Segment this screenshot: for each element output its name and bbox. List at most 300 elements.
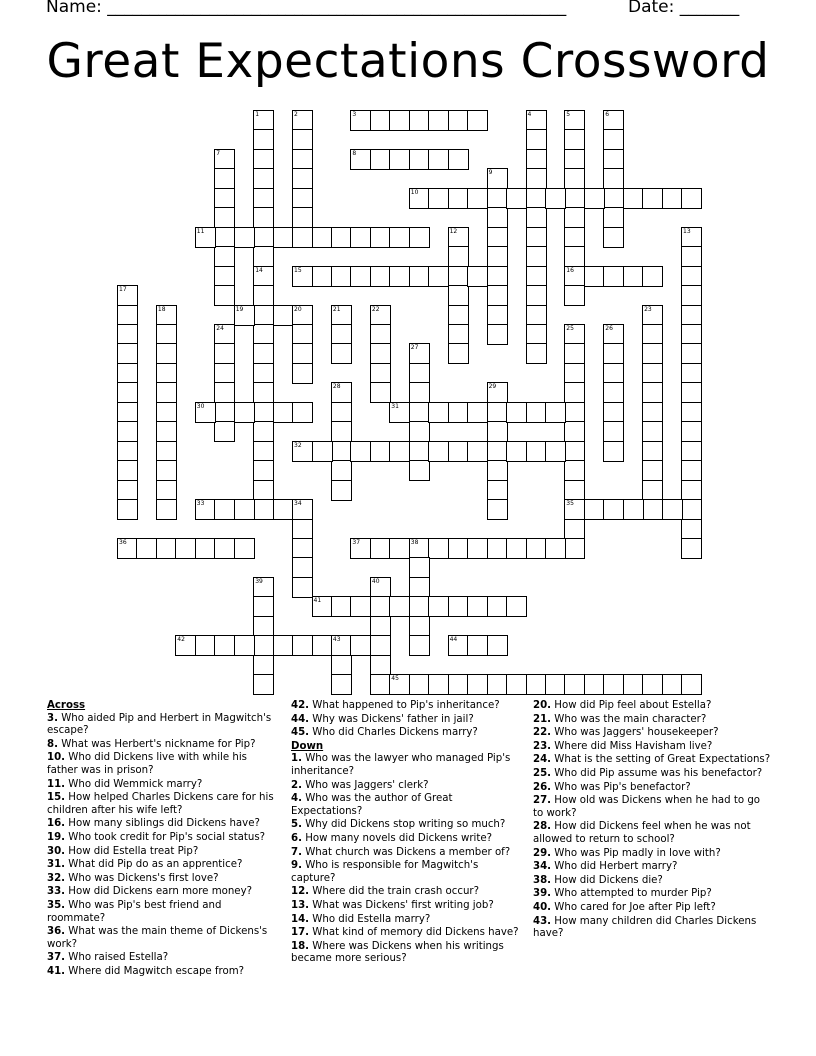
grid-cell[interactable]: [253, 616, 274, 637]
grid-cell[interactable]: [467, 441, 488, 462]
grid-cell[interactable]: [642, 363, 663, 384]
grid-cell[interactable]: [603, 421, 624, 442]
grid-cell[interactable]: [448, 402, 469, 423]
grid-cell[interactable]: [545, 402, 566, 423]
grid-cell[interactable]: [603, 382, 624, 403]
grid-cell[interactable]: [448, 110, 469, 131]
grid-cell[interactable]: [370, 363, 391, 384]
grid-cell[interactable]: [526, 246, 547, 267]
grid-cell[interactable]: [409, 227, 430, 248]
grid-cell[interactable]: [642, 674, 663, 695]
grid-cell[interactable]: [214, 421, 235, 442]
grid-cell[interactable]: [156, 480, 177, 501]
grid-cell[interactable]: [487, 538, 508, 559]
grid-cell[interactable]: [370, 674, 391, 695]
grid-cell[interactable]: [389, 227, 410, 248]
grid-cell[interactable]: [370, 149, 391, 170]
grid-cell[interactable]: [312, 266, 333, 287]
grid-cell[interactable]: [564, 168, 585, 189]
grid-cell[interactable]: [253, 227, 274, 248]
grid-cell[interactable]: [506, 596, 527, 617]
grid-cell[interactable]: [487, 188, 508, 209]
grid-cell[interactable]: [623, 266, 644, 287]
date-field[interactable]: Date: _______: [628, 0, 740, 17]
grid-cell[interactable]: [564, 382, 585, 403]
grid-cell[interactable]: [292, 635, 313, 656]
grid-cell[interactable]: [331, 596, 352, 617]
grid-cell[interactable]: [234, 227, 255, 248]
grid-cell[interactable]: [292, 538, 313, 559]
grid-cell[interactable]: [312, 635, 333, 656]
grid-cell[interactable]: [623, 499, 644, 520]
grid-cell[interactable]: [389, 266, 410, 287]
grid-cell[interactable]: [370, 324, 391, 345]
grid-cell[interactable]: [428, 538, 449, 559]
grid-cell[interactable]: [331, 674, 352, 695]
grid-cell[interactable]: [409, 596, 430, 617]
grid-cell[interactable]: [623, 674, 644, 695]
grid-cell[interactable]: [487, 499, 508, 520]
grid-cell[interactable]: [564, 421, 585, 442]
grid-cell[interactable]: [214, 207, 235, 228]
grid-cell[interactable]: [564, 129, 585, 150]
grid-cell[interactable]: [526, 188, 547, 209]
grid-cell[interactable]: [253, 285, 274, 306]
grid-cell[interactable]: [331, 402, 352, 423]
grid-cell[interactable]: [448, 674, 469, 695]
grid-cell[interactable]: [292, 207, 313, 228]
grid-cell[interactable]: [487, 596, 508, 617]
grid-cell[interactable]: [292, 168, 313, 189]
grid-cell[interactable]: [564, 343, 585, 364]
grid-cell[interactable]: [526, 266, 547, 287]
grid-cell[interactable]: [428, 441, 449, 462]
grid-cell[interactable]: [409, 382, 430, 403]
grid-cell[interactable]: [603, 363, 624, 384]
grid-cell[interactable]: [389, 596, 410, 617]
grid-cell[interactable]: [564, 363, 585, 384]
grid-cell[interactable]: [448, 596, 469, 617]
grid-cell[interactable]: [312, 227, 333, 248]
grid-cell[interactable]: [487, 266, 508, 287]
grid-cell[interactable]: [564, 674, 585, 695]
grid-cell[interactable]: [467, 635, 488, 656]
grid-cell[interactable]: [234, 402, 255, 423]
grid-cell[interactable]: [506, 441, 527, 462]
grid-cell[interactable]: [117, 460, 138, 481]
grid-cell[interactable]: [292, 519, 313, 540]
grid-cell[interactable]: [506, 538, 527, 559]
grid-cell[interactable]: [564, 480, 585, 501]
grid-cell[interactable]: [117, 480, 138, 501]
grid-cell[interactable]: [603, 343, 624, 364]
grid-cell[interactable]: [370, 343, 391, 364]
grid-cell[interactable]: [428, 674, 449, 695]
grid-cell[interactable]: [467, 402, 488, 423]
grid-cell[interactable]: [428, 149, 449, 170]
grid-cell[interactable]: [273, 305, 294, 326]
grid-cell[interactable]: [584, 266, 605, 287]
grid-cell[interactable]: [448, 188, 469, 209]
grid-cell[interactable]: [117, 343, 138, 364]
grid-cell[interactable]: [681, 343, 702, 364]
grid-cell[interactable]: [370, 441, 391, 462]
grid-cell[interactable]: [448, 246, 469, 267]
grid-cell[interactable]: [642, 421, 663, 442]
grid-cell[interactable]: [526, 538, 547, 559]
grid-cell[interactable]: [292, 363, 313, 384]
grid-cell[interactable]: [487, 421, 508, 442]
grid-cell[interactable]: [253, 655, 274, 676]
grid-cell[interactable]: [526, 441, 547, 462]
grid-cell[interactable]: [389, 110, 410, 131]
grid-cell[interactable]: [681, 441, 702, 462]
grid-cell[interactable]: [681, 266, 702, 287]
grid-cell[interactable]: [467, 674, 488, 695]
grid-cell[interactable]: [292, 343, 313, 364]
grid-cell[interactable]: [156, 441, 177, 462]
grid-cell[interactable]: [214, 168, 235, 189]
grid-cell[interactable]: [662, 188, 683, 209]
grid-cell[interactable]: [175, 538, 196, 559]
grid-cell[interactable]: [487, 246, 508, 267]
grid-cell[interactable]: [642, 324, 663, 345]
grid-cell[interactable]: [526, 149, 547, 170]
grid-cell[interactable]: [214, 363, 235, 384]
grid-cell[interactable]: [117, 421, 138, 442]
grid-cell[interactable]: [409, 577, 430, 598]
grid-cell[interactable]: [195, 635, 216, 656]
grid-cell[interactable]: [214, 266, 235, 287]
grid-cell[interactable]: [428, 188, 449, 209]
grid-cell[interactable]: [409, 557, 430, 578]
grid-cell[interactable]: [214, 246, 235, 267]
grid-cell[interactable]: [156, 421, 177, 442]
grid-cell[interactable]: [117, 402, 138, 423]
grid-cell[interactable]: [253, 188, 274, 209]
grid-cell[interactable]: [681, 285, 702, 306]
grid-cell[interactable]: [526, 285, 547, 306]
grid-cell[interactable]: [428, 110, 449, 131]
grid-cell[interactable]: [564, 519, 585, 540]
grid-cell[interactable]: [526, 207, 547, 228]
grid-cell[interactable]: [253, 343, 274, 364]
grid-cell[interactable]: [526, 402, 547, 423]
grid-cell[interactable]: [370, 266, 391, 287]
grid-cell[interactable]: [603, 149, 624, 170]
grid-cell[interactable]: [681, 674, 702, 695]
grid-cell[interactable]: [584, 674, 605, 695]
grid-cell[interactable]: [409, 402, 430, 423]
grid-cell[interactable]: [409, 674, 430, 695]
grid-cell[interactable]: [350, 441, 371, 462]
grid-cell[interactable]: [117, 499, 138, 520]
grid-cell[interactable]: [234, 538, 255, 559]
grid-cell[interactable]: [487, 324, 508, 345]
grid-cell[interactable]: [331, 441, 352, 462]
grid-cell[interactable]: [292, 577, 313, 598]
grid-cell[interactable]: [448, 305, 469, 326]
grid-cell[interactable]: [370, 596, 391, 617]
grid-cell[interactable]: [331, 655, 352, 676]
grid-cell[interactable]: [603, 129, 624, 150]
grid-cell[interactable]: [681, 499, 702, 520]
grid-cell[interactable]: [370, 110, 391, 131]
grid-cell[interactable]: [487, 674, 508, 695]
grid-cell[interactable]: [564, 188, 585, 209]
grid-cell[interactable]: [214, 538, 235, 559]
grid-cell[interactable]: [448, 266, 469, 287]
grid-cell[interactable]: [214, 285, 235, 306]
grid-cell[interactable]: [603, 674, 624, 695]
grid-cell[interactable]: [662, 499, 683, 520]
grid-cell[interactable]: [331, 343, 352, 364]
grid-cell[interactable]: [428, 596, 449, 617]
grid-cell[interactable]: [253, 246, 274, 267]
grid-cell[interactable]: [642, 460, 663, 481]
grid-cell[interactable]: [506, 402, 527, 423]
grid-cell[interactable]: [273, 227, 294, 248]
grid-cell[interactable]: [350, 635, 371, 656]
grid-cell[interactable]: [292, 557, 313, 578]
grid-cell[interactable]: [370, 655, 391, 676]
grid-cell[interactable]: [681, 460, 702, 481]
grid-cell[interactable]: [331, 421, 352, 442]
grid-cell[interactable]: [253, 635, 274, 656]
grid-cell[interactable]: [681, 363, 702, 384]
grid-cell[interactable]: [156, 402, 177, 423]
grid-cell[interactable]: [234, 635, 255, 656]
grid-cell[interactable]: [253, 460, 274, 481]
grid-cell[interactable]: [292, 227, 313, 248]
grid-cell[interactable]: [117, 382, 138, 403]
grid-cell[interactable]: [642, 480, 663, 501]
grid-cell[interactable]: [156, 363, 177, 384]
grid-cell[interactable]: [526, 168, 547, 189]
grid-cell[interactable]: [681, 188, 702, 209]
grid-cell[interactable]: [409, 266, 430, 287]
grid-cell[interactable]: [117, 324, 138, 345]
grid-cell[interactable]: [389, 149, 410, 170]
grid-cell[interactable]: [545, 441, 566, 462]
grid-cell[interactable]: [331, 460, 352, 481]
grid-cell[interactable]: [409, 363, 430, 384]
grid-cell[interactable]: [156, 538, 177, 559]
grid-cell[interactable]: [564, 460, 585, 481]
grid-cell[interactable]: [467, 110, 488, 131]
grid-cell[interactable]: [545, 188, 566, 209]
grid-cell[interactable]: [350, 227, 371, 248]
grid-cell[interactable]: [409, 441, 430, 462]
grid-cell[interactable]: [389, 538, 410, 559]
grid-cell[interactable]: [603, 499, 624, 520]
grid-cell[interactable]: [681, 480, 702, 501]
grid-cell[interactable]: [292, 149, 313, 170]
grid-cell[interactable]: [253, 129, 274, 150]
grid-cell[interactable]: [681, 324, 702, 345]
grid-cell[interactable]: [642, 188, 663, 209]
grid-cell[interactable]: [487, 285, 508, 306]
grid-cell[interactable]: [253, 324, 274, 345]
grid-cell[interactable]: [331, 480, 352, 501]
grid-cell[interactable]: [156, 343, 177, 364]
grid-cell[interactable]: [156, 382, 177, 403]
grid-cell[interactable]: [428, 266, 449, 287]
grid-cell[interactable]: [467, 266, 488, 287]
grid-cell[interactable]: [214, 227, 235, 248]
grid-cell[interactable]: [642, 382, 663, 403]
grid-cell[interactable]: [564, 207, 585, 228]
grid-cell[interactable]: [681, 402, 702, 423]
grid-cell[interactable]: [292, 402, 313, 423]
grid-cell[interactable]: [253, 207, 274, 228]
grid-cell[interactable]: [603, 441, 624, 462]
grid-cell[interactable]: [370, 382, 391, 403]
grid-cell[interactable]: [448, 538, 469, 559]
grid-cell[interactable]: [273, 402, 294, 423]
grid-cell[interactable]: [350, 266, 371, 287]
grid-cell[interactable]: [564, 402, 585, 423]
grid-cell[interactable]: [292, 324, 313, 345]
grid-cell[interactable]: [273, 499, 294, 520]
grid-cell[interactable]: [487, 480, 508, 501]
grid-cell[interactable]: [136, 538, 157, 559]
grid-cell[interactable]: [409, 635, 430, 656]
grid-cell[interactable]: [214, 343, 235, 364]
grid-cell[interactable]: [681, 305, 702, 326]
grid-cell[interactable]: [526, 129, 547, 150]
grid-cell[interactable]: [526, 227, 547, 248]
grid-cell[interactable]: [273, 635, 294, 656]
grid-cell[interactable]: [253, 305, 274, 326]
grid-cell[interactable]: [409, 460, 430, 481]
grid-cell[interactable]: [603, 402, 624, 423]
grid-cell[interactable]: [564, 227, 585, 248]
grid-cell[interactable]: [642, 441, 663, 462]
grid-cell[interactable]: [253, 382, 274, 403]
grid-cell[interactable]: [117, 441, 138, 462]
grid-cell[interactable]: [156, 460, 177, 481]
grid-cell[interactable]: [526, 343, 547, 364]
grid-cell[interactable]: [642, 266, 663, 287]
grid-cell[interactable]: [681, 519, 702, 540]
grid-cell[interactable]: [506, 188, 527, 209]
grid-cell[interactable]: [253, 402, 274, 423]
grid-cell[interactable]: [448, 149, 469, 170]
grid-cell[interactable]: [156, 499, 177, 520]
grid-cell[interactable]: [370, 227, 391, 248]
grid-cell[interactable]: [214, 188, 235, 209]
grid-cell[interactable]: [253, 363, 274, 384]
grid-cell[interactable]: [487, 441, 508, 462]
grid-cell[interactable]: [448, 285, 469, 306]
grid-cell[interactable]: [370, 616, 391, 637]
grid-cell[interactable]: [487, 227, 508, 248]
grid-cell[interactable]: [214, 402, 235, 423]
grid-cell[interactable]: [467, 596, 488, 617]
grid-cell[interactable]: [642, 499, 663, 520]
grid-cell[interactable]: [584, 499, 605, 520]
grid-cell[interactable]: [312, 441, 333, 462]
grid-cell[interactable]: [487, 305, 508, 326]
grid-cell[interactable]: [409, 149, 430, 170]
grid-cell[interactable]: [681, 382, 702, 403]
grid-cell[interactable]: [253, 499, 274, 520]
grid-cell[interactable]: [681, 246, 702, 267]
grid-cell[interactable]: [526, 324, 547, 345]
grid-cell[interactable]: [389, 441, 410, 462]
grid-cell[interactable]: [409, 110, 430, 131]
grid-cell[interactable]: [331, 266, 352, 287]
grid-cell[interactable]: [253, 480, 274, 501]
grid-cell[interactable]: [603, 266, 624, 287]
grid-cell[interactable]: [564, 538, 585, 559]
grid-cell[interactable]: [370, 538, 391, 559]
grid-cell[interactable]: [506, 674, 527, 695]
grid-cell[interactable]: [234, 499, 255, 520]
grid-cell[interactable]: [253, 441, 274, 462]
grid-cell[interactable]: [487, 635, 508, 656]
grid-cell[interactable]: [681, 538, 702, 559]
grid-cell[interactable]: [487, 402, 508, 423]
grid-cell[interactable]: [603, 207, 624, 228]
grid-cell[interactable]: [448, 441, 469, 462]
grid-cell[interactable]: [409, 421, 430, 442]
grid-cell[interactable]: [292, 188, 313, 209]
grid-cell[interactable]: [253, 168, 274, 189]
grid-cell[interactable]: [409, 616, 430, 637]
grid-cell[interactable]: [253, 421, 274, 442]
grid-cell[interactable]: [253, 596, 274, 617]
grid-cell[interactable]: [603, 168, 624, 189]
grid-cell[interactable]: [564, 246, 585, 267]
grid-cell[interactable]: [214, 499, 235, 520]
grid-cell[interactable]: [642, 402, 663, 423]
grid-cell[interactable]: [681, 421, 702, 442]
grid-cell[interactable]: [253, 149, 274, 170]
grid-cell[interactable]: [214, 382, 235, 403]
grid-cell[interactable]: [370, 635, 391, 656]
grid-cell[interactable]: [526, 305, 547, 326]
grid-cell[interactable]: [117, 363, 138, 384]
grid-cell[interactable]: [448, 324, 469, 345]
grid-cell[interactable]: [564, 149, 585, 170]
grid-cell[interactable]: [331, 227, 352, 248]
grid-cell[interactable]: [662, 674, 683, 695]
grid-cell[interactable]: [584, 188, 605, 209]
grid-cell[interactable]: [214, 635, 235, 656]
grid-cell[interactable]: [467, 538, 488, 559]
grid-cell[interactable]: [292, 129, 313, 150]
grid-cell[interactable]: [331, 324, 352, 345]
grid-cell[interactable]: [564, 441, 585, 462]
grid-cell[interactable]: [156, 324, 177, 345]
grid-cell[interactable]: [467, 188, 488, 209]
grid-cell[interactable]: [487, 460, 508, 481]
grid-cell[interactable]: [603, 188, 624, 209]
grid-cell[interactable]: [545, 674, 566, 695]
grid-cell[interactable]: [526, 674, 547, 695]
grid-cell[interactable]: [428, 402, 449, 423]
grid-cell[interactable]: [195, 538, 216, 559]
grid-cell[interactable]: [623, 188, 644, 209]
grid-cell[interactable]: [117, 305, 138, 326]
grid-cell[interactable]: [448, 343, 469, 364]
grid-cell[interactable]: [253, 674, 274, 695]
grid-cell[interactable]: [487, 207, 508, 228]
grid-cell[interactable]: [545, 538, 566, 559]
grid-cell[interactable]: [350, 596, 371, 617]
